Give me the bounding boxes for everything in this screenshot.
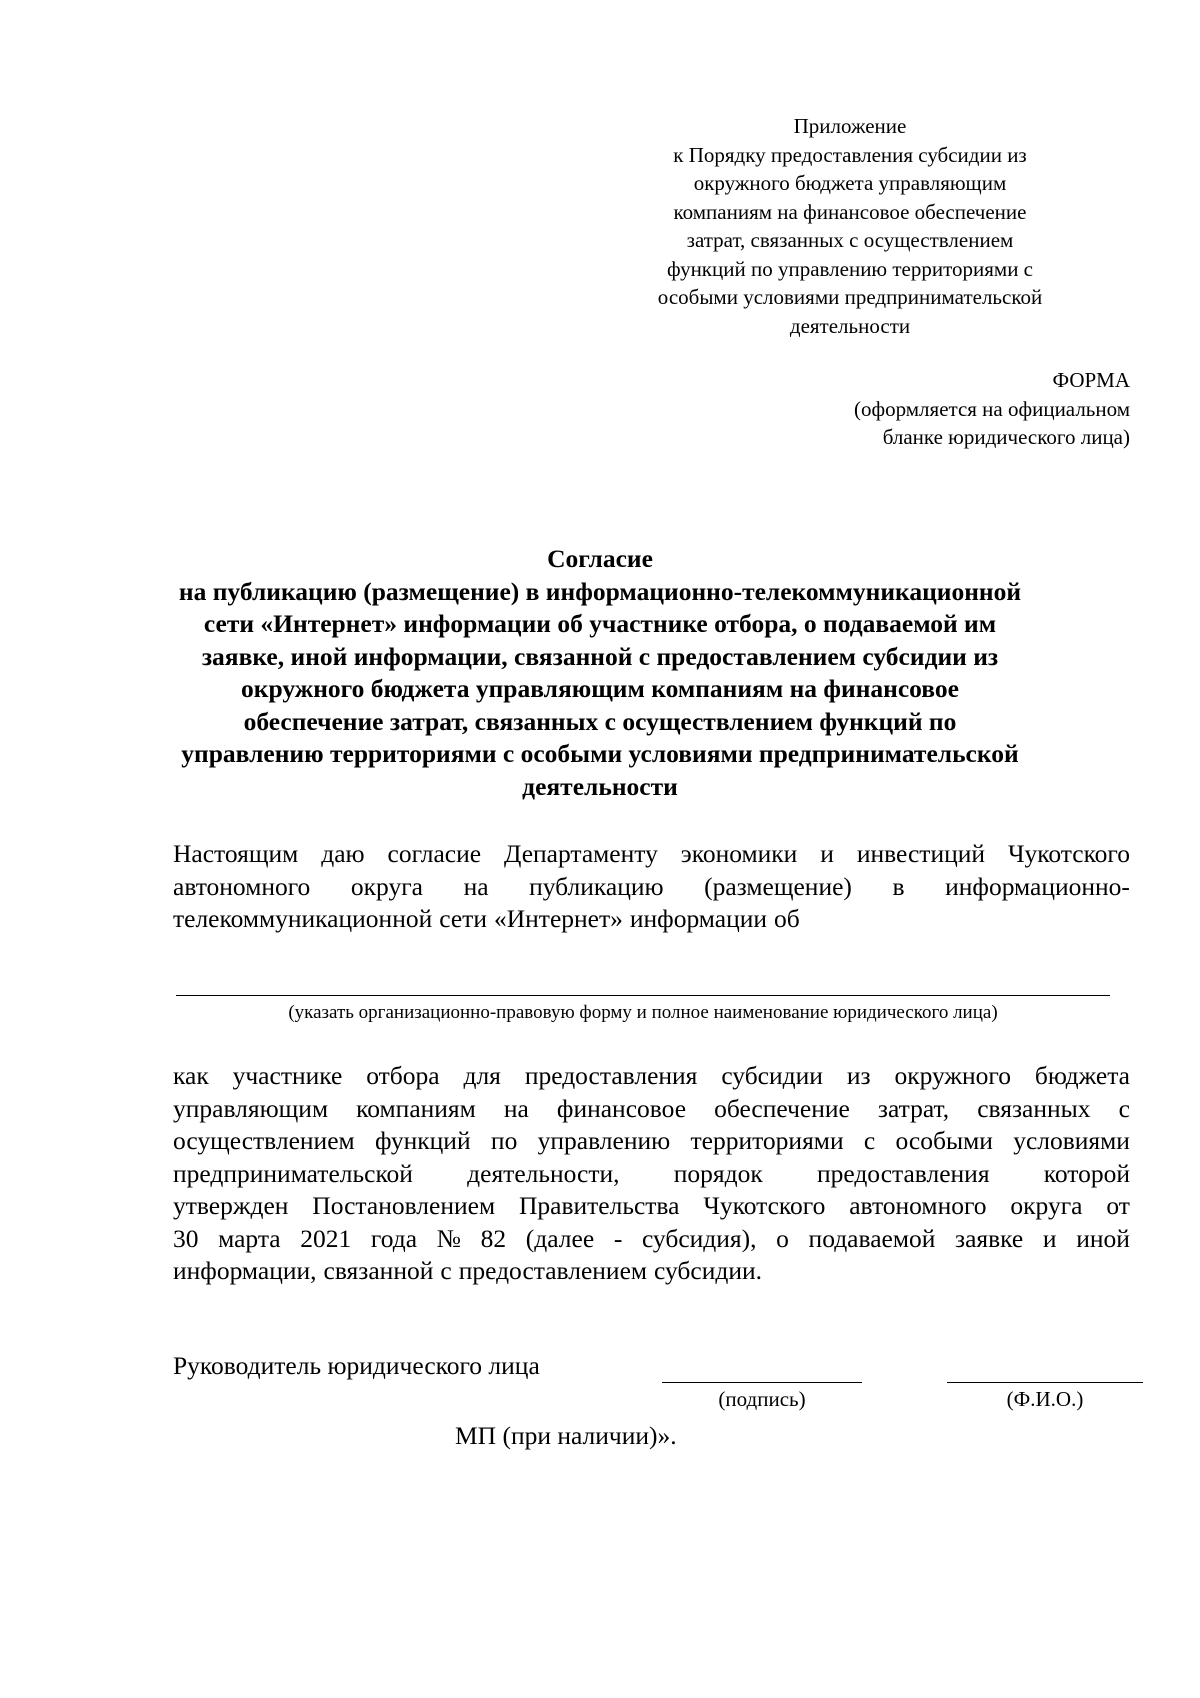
paragraph-line: утвержден Постановлением Правительства Чукотского автономного округа от — [173, 1191, 1130, 1220]
appendix-header — [620, 112, 1080, 340]
title-line: окружного бюджета управляющим компаниям на финансовое — [241, 674, 959, 703]
paragraph-line: управляющим компаниям на финансовое обеспечение затрат, связанных с — [173, 1093, 1130, 1123]
appendix-line: функций по управлению территориями с — [666, 256, 1034, 281]
paragraph-line: осуществлением функций по управлению территориями с особыми условиями — [173, 1126, 1130, 1155]
title-line: Согласие — [547, 544, 653, 573]
participant-paragraph — [173, 1060, 1130, 1288]
appendix-line: окружного бюджета управляющим — [693, 171, 1007, 195]
paragraph-line: как участнике отбора для предоставления субсидии из окружного бюджета — [173, 1061, 1130, 1090]
organization-name-caption: (указать организационно-правовую форму и полное наименование юридического лица) — [288, 1002, 998, 1023]
consent-paragraph — [173, 838, 1130, 936]
signature-caption: (подпись) — [718, 1387, 806, 1411]
paragraph-line: информации, связанной с предоставлением субсидии. — [173, 1256, 763, 1285]
title-line: обеспечение затрат, связанных с осуществлением функций по — [243, 706, 957, 736]
appendix-line: деятельности — [789, 313, 911, 338]
title-line: сети «Интернет» информации об участнике отбора, о подаваемой им — [203, 609, 997, 638]
paragraph-line: Настоящим даю согласие Департаменту экономики и инвестиций Чукотского — [173, 839, 1130, 868]
signatory-label: Руководитель юридического лица — [173, 1351, 540, 1380]
appendix-line: особыми условиями предпринимательской — [657, 285, 1043, 309]
paragraph-line: предпринимательской деятельности, порядок предоставления которой — [173, 1158, 1130, 1188]
form-label-block — [670, 366, 1130, 452]
paragraph-line: телекоммуникационной сети «Интернет» информации об — [173, 904, 800, 933]
organization-name-field[interactable] — [176, 995, 1110, 996]
title-line: управлению территориями с особыми условиями предпринимательской — [181, 739, 1019, 768]
appendix-line: к Порядку предоставления субсидии из — [673, 142, 1027, 167]
full-name-field[interactable] — [947, 1382, 1143, 1383]
document-title — [150, 543, 1050, 803]
title-line: деятельности — [522, 771, 678, 801]
appendix-line: затрат, связанных с осуществлением — [686, 228, 1014, 252]
title-line: на публикацию (размещение) в информационно-телекоммуникационной — [178, 576, 1022, 606]
form-label: ФОРМА — [1052, 368, 1130, 392]
appendix-line: Приложение — [793, 114, 907, 138]
form-note-line: (оформляется на официальном — [853, 396, 1130, 421]
signature-field[interactable] — [662, 1382, 862, 1383]
full-name-caption: (Ф.И.О.) — [1006, 1387, 1084, 1411]
title-line: заявке, иной информации, связанной с предоставлением субсидии из — [201, 641, 999, 671]
seal-note: МП (при наличии)». — [455, 1421, 677, 1450]
paragraph-line: автономного округа на публикацию (размещение) в информационно- — [173, 871, 1130, 901]
appendix-line: компаниям на финансовое обеспечение — [673, 199, 1027, 224]
paragraph-line: 30 марта 2021 года № 82 (далее - субсидия), о подаваемой заявке и иной — [173, 1223, 1130, 1253]
form-note-line: бланке юридического лица) — [882, 425, 1130, 449]
